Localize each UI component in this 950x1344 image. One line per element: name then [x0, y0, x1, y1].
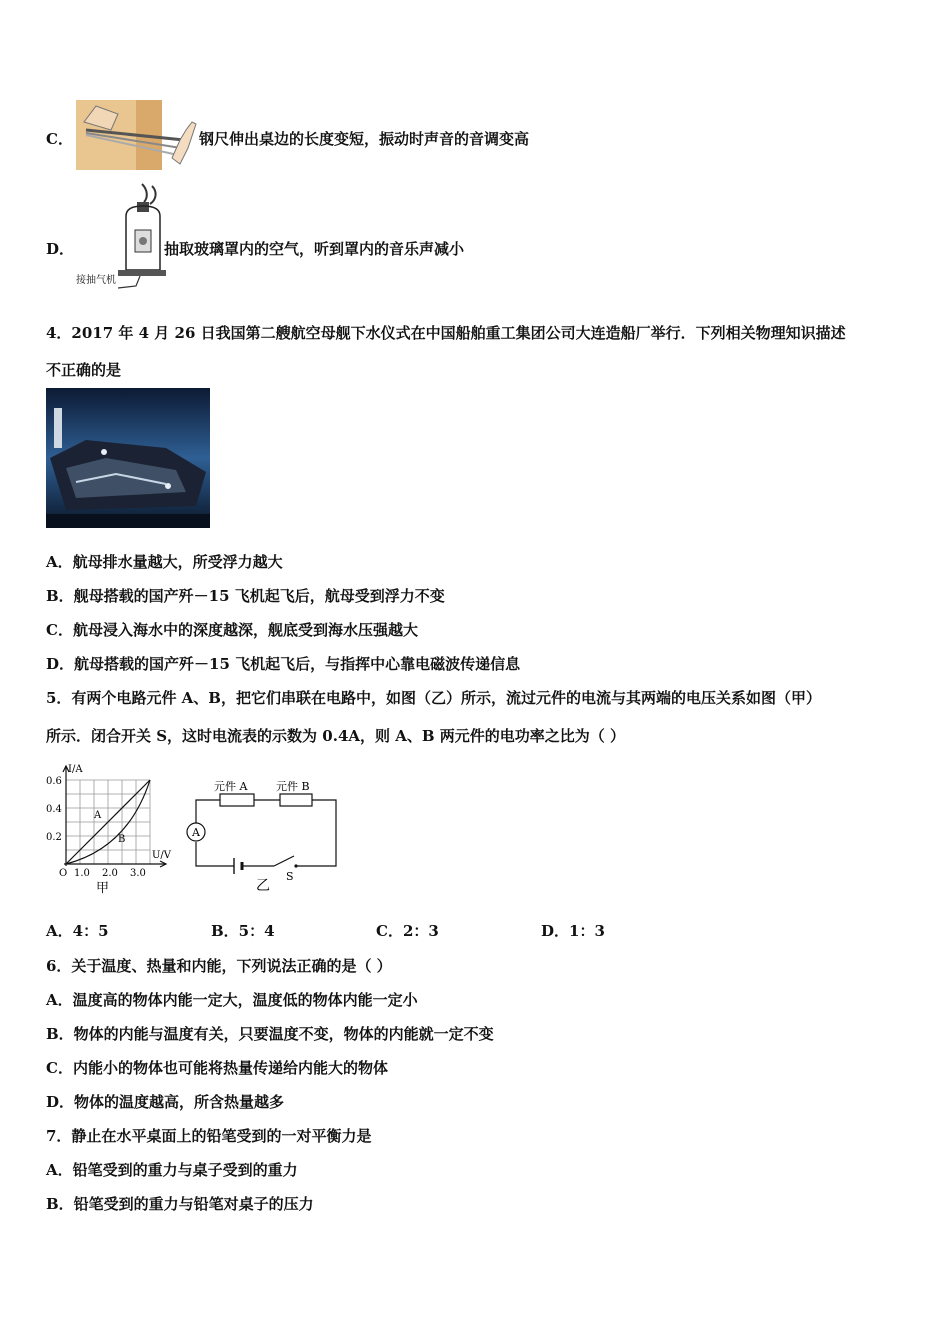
aircraft-carrier-photo: [46, 388, 210, 528]
q3-option-d-text: 抽取玻璃罩内的空气，听到罩内的音乐声减小: [164, 240, 465, 258]
element-a-label: 元件 A: [214, 780, 248, 793]
curve-b-label: B: [118, 834, 126, 845]
q5-option-a: A．4：5: [46, 922, 109, 940]
q5-stem-line2: 所示．闭合开关 S，这时电流表的示数为 0.4A，则 A、B 两元件的电功率之比为（ ）: [46, 727, 625, 745]
graph-origin: O: [59, 868, 68, 879]
graph-ytick: 0.4: [46, 804, 62, 815]
q4-option-b: B．舰母搭载的国产歼－15 飞机起飞后，航母受到浮力不变: [46, 587, 445, 605]
q6-option-d: D．物体的温度越高，所含热量越多: [46, 1093, 285, 1111]
graph-xtick: 1.0: [74, 868, 90, 879]
q7-option-a: A．铅笔受到的重力与桌子受到的重力: [46, 1161, 298, 1179]
q6-option-c: C．内能小的物体也可能将热量传递给内能大的物体: [46, 1059, 388, 1077]
q4-stem-line1: 4．2017 年 4 月 26 日我国第二艘航空母舰下水仪式在中国船舶重工集团公司大连造船厂举行．下列相关物理知识描述: [46, 324, 846, 342]
q6-stem: 6．关于温度、热量和内能，下列说法正确的是（ ）: [46, 957, 392, 975]
q7-option-b: B．铅笔受到的重力与铅笔对桌子的压力: [46, 1195, 314, 1213]
q4-stem-line2: 不正确的是: [46, 361, 122, 379]
q3-option-c-text: 钢尺伸出桌边的长度变短，振动时声音的音调变高: [199, 130, 530, 148]
graph-ytick: 0.6: [46, 776, 62, 787]
graph-caption: 甲: [96, 881, 110, 896]
switch-label: S: [286, 870, 294, 883]
graph-xlabel: U/V: [152, 850, 172, 861]
ammeter-label: A: [192, 826, 200, 839]
curve-a-label: A: [94, 810, 102, 821]
circuit-figure: [180, 776, 350, 898]
element-b-label: 元件 B: [276, 780, 310, 793]
graph-xtick: 2.0: [102, 868, 118, 879]
q3-option-c-letter: C．: [46, 130, 73, 148]
q4-option-a: A．航母排水量越大，所受浮力越大: [46, 553, 283, 571]
q5-stem-line1: 5．有两个电路元件 A、B，把它们串联在电路中，如图（乙）所示，流过元件的电流与其两端的电压关系如图（甲）: [46, 689, 821, 707]
q4-option-c: C．航母浸入海水中的深度越深，舰底受到海水压强越大: [46, 621, 418, 639]
q3-option-d-letter: D．: [46, 240, 75, 258]
graph-ytick: 0.2: [46, 832, 62, 843]
iv-graph-figure: [44, 758, 174, 898]
q4-option-d: D．航母搭载的国产歼－15 飞机起飞后，与指挥中心靠电磁波传递信息: [46, 655, 521, 673]
q5-option-c: C．2：3: [376, 922, 439, 940]
graph-ylabel: I/A: [68, 764, 83, 775]
circuit-caption: 乙: [256, 878, 270, 894]
q6-option-b: B．物体的内能与温度有关，只要温度不变，物体的内能就一定不变: [46, 1025, 494, 1043]
pump-label: 接抽气机: [76, 275, 116, 286]
q6-option-a: A．温度高的物体内能一定大，温度低的物体内能一定小: [46, 991, 418, 1009]
steel-ruler-figure: [76, 100, 200, 170]
q5-option-d: D．1：3: [541, 922, 605, 940]
q5-option-b: B．5：4: [211, 922, 275, 940]
graph-xtick: 3.0: [130, 868, 146, 879]
q7-stem: 7．静止在水平桌面上的铅笔受到的一对平衡力是: [46, 1127, 372, 1145]
